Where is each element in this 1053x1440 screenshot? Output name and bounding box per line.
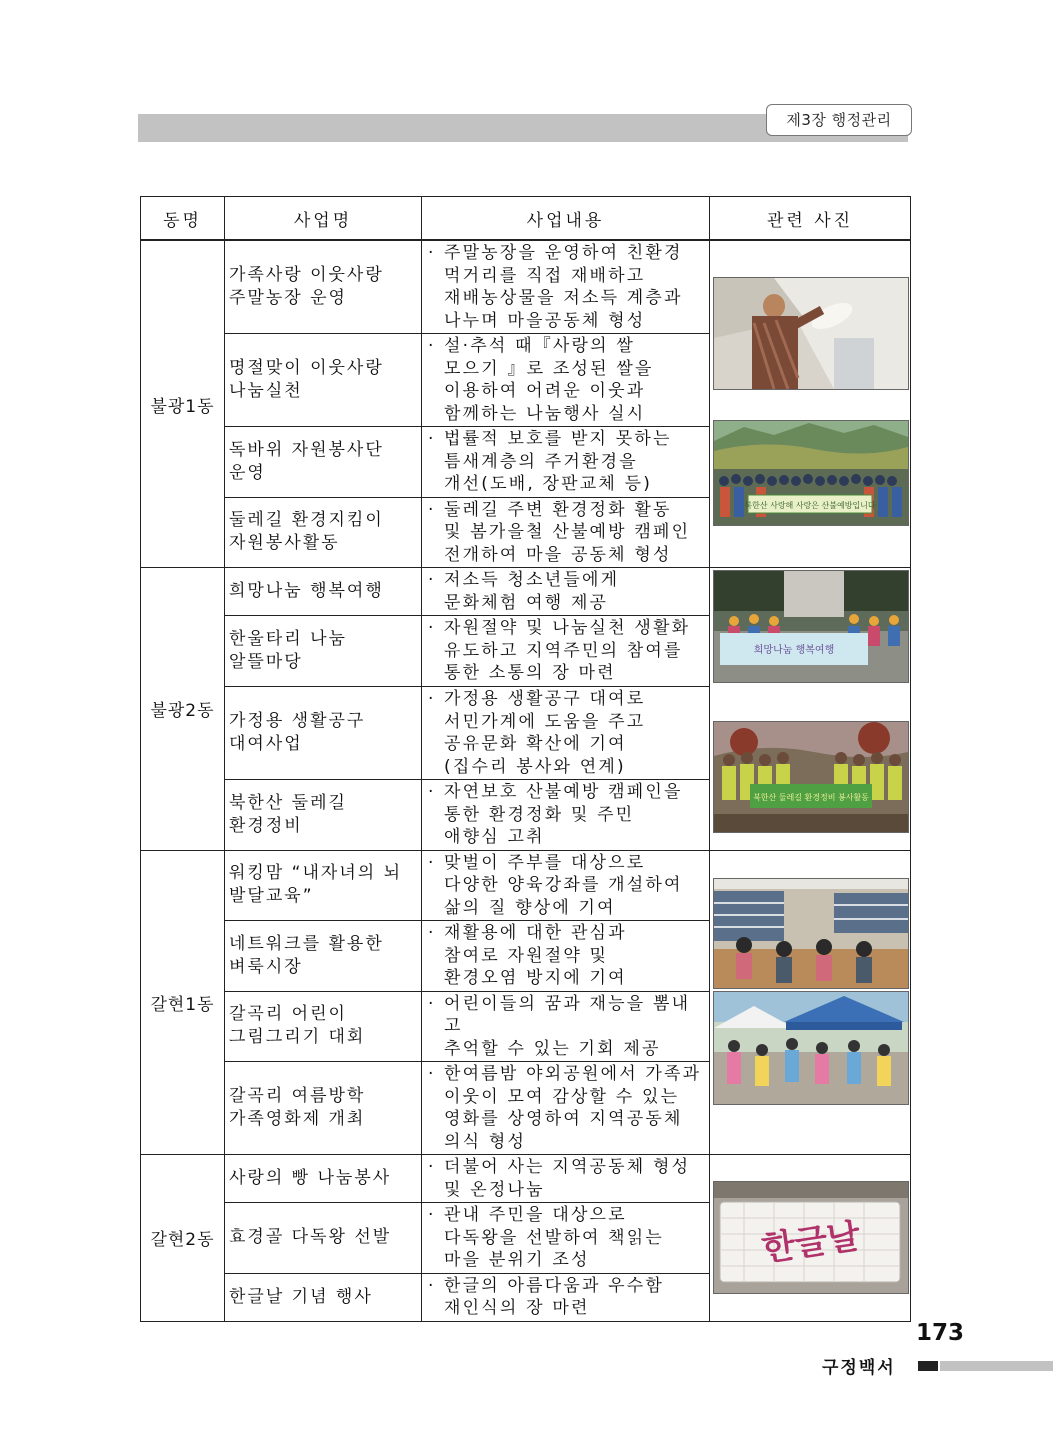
project-cell: 북한산 둘레길 환경정비 (225, 780, 422, 851)
photo-cell (710, 240, 911, 568)
content-cell (422, 616, 710, 687)
content-text: · 법률적 보호를 받지 못하는 틈새계층의 주거환경을 개선(도배, 장판교체 등) (426, 428, 707, 496)
header-photo: 관련 사진 (710, 197, 911, 241)
content-cell (422, 497, 710, 568)
footer-bar-dark (918, 1361, 938, 1371)
table-row (141, 1155, 911, 1203)
photo-banner-text: 북한산 사랑해 사랑은 산불예방입니다 (744, 501, 876, 510)
footer-bar-light (940, 1361, 1053, 1371)
table-row (141, 568, 911, 616)
content-cell (422, 687, 710, 780)
content-text: · 재활용에 대한 관심과 참여로 자원절약 및 환경오염 방지에 기여 (426, 922, 707, 990)
dong-cell: 갈현2동 (141, 1155, 225, 1322)
content-cell (422, 427, 710, 498)
photo-banner-text: 한글날 (759, 1216, 863, 1270)
project-cell: 독바위 자원봉사단 운영 (225, 427, 422, 498)
content-text: · 가정용 생활공구 대여로 서민가계에 도움을 주고 공유문화 확산에 기여 (집수리 봉사와 연계) (426, 688, 707, 778)
content-text: · 한여름밤 야외공원에서 가족과 이웃이 모여 감상할 수 있는 영화를 상영하여 지역공동체 의식 형성 (426, 1063, 707, 1153)
content-cell (422, 921, 710, 992)
content-cell (422, 780, 710, 851)
table-row (141, 240, 911, 334)
content-cell (422, 1062, 710, 1155)
photo-cell (710, 1155, 911, 1322)
dong-cell: 불광2동 (141, 568, 225, 851)
header-dong: 동명 (141, 197, 225, 241)
project-cell: 사랑의 빵 나눔봉사 (225, 1155, 422, 1203)
header-content: 사업내용 (422, 197, 710, 241)
project-cell: 가족사랑 이웃사랑 주말농장 운영 (225, 240, 422, 334)
photo-cell (710, 850, 911, 1155)
content-text: · 자원절약 및 나눔실천 생활화 유도하고 지역주민의 참여를 통한 소통의 장 마련 (426, 617, 707, 685)
photo-group-campaign-bukhansan (713, 420, 909, 526)
photo-hangul-day-books (713, 1181, 909, 1294)
project-cell: 워킹맘 “내자녀의 뇌 발달교육” (225, 850, 422, 921)
project-cell: 갈곡리 어린이 그림그리기 대회 (225, 991, 422, 1062)
page-number: 173 (916, 1320, 965, 1346)
dong-cell: 갈현1동 (141, 850, 225, 1155)
content-cell (422, 568, 710, 616)
header-project: 사업명 (225, 197, 422, 241)
photo-dulegil-campaign-group (713, 721, 909, 833)
content-cell (422, 991, 710, 1062)
photo-youth-trip-group (713, 570, 909, 683)
content-text: · 맞벌이 주부를 대상으로 다양한 양육강좌를 개설하여 삶의 질 향상에 기여 (426, 852, 707, 920)
project-cell: 효경골 다독왕 선발 (225, 1203, 422, 1274)
content-cell (422, 1155, 710, 1203)
project-cell: 한글날 기념 행사 (225, 1273, 422, 1321)
project-cell: 네트워크를 활용한 벼룩시장 (225, 921, 422, 992)
table-header-row (141, 197, 911, 241)
content-text: · 둘레길 주변 환경정화 활동 및 봄가을철 산불예방 캠페인 전개하여 마을 공동체 형성 (426, 499, 707, 567)
project-cell: 한울타리 나눔 알뜰마당 (225, 616, 422, 687)
content-text: · 더불어 사는 지역공동체 형성 및 온정나눔 (426, 1156, 707, 1201)
project-cell: 갈곡리 여름방학 가족영화제 개최 (225, 1062, 422, 1155)
project-cell: 둘레길 환경지킴이 자원봉사활동 (225, 497, 422, 568)
photo-volunteer-wallpapering (713, 277, 909, 390)
table-row (141, 850, 911, 921)
content-cell (422, 1273, 710, 1321)
content-text: · 주말농장을 운영하여 친환경 먹거리를 직접 재배하고 재배농상물을 저소득 계층과 나누며 마을공동체 형성 (426, 242, 707, 332)
photo-drawing-contest-tents (713, 991, 909, 1105)
content-cell (422, 850, 710, 921)
photo-banner-text: 북한산 둘레길 환경정비 봉사활동 (753, 793, 869, 802)
photo-cell (710, 568, 911, 851)
content-text: · 관내 주민을 대상으로 다독왕을 선발하여 책읽는 마을 분위기 조성 (426, 1204, 707, 1272)
photo-banner-text: 희망나눔 행복여행 (753, 645, 835, 656)
photo-parenting-class-library (713, 878, 909, 989)
content-text: · 어린이들의 꿈과 재능을 뽐내고 추억할 수 있는 기회 제공 (426, 993, 707, 1061)
chapter-tab: 제3장 행정관리 (766, 104, 912, 136)
content-cell (422, 334, 710, 427)
content-text: · 자연보호 산불예방 캠페인을 통한 환경정화 및 주민 애향심 고취 (426, 781, 707, 849)
book-title: 구정백서 (822, 1358, 896, 1378)
content-cell (422, 1203, 710, 1274)
content-text: · 설·추석 때『사랑의 쌀 모으기 』로 조성된 쌀을 이용하여 어려운 이웃과 함께하는 나눔행사 실시 (426, 335, 707, 425)
dong-cell: 불광1동 (141, 240, 225, 568)
project-cell: 가정용 생활공구 대여사업 (225, 687, 422, 780)
project-cell: 희망나눔 행복여행 (225, 568, 422, 616)
project-cell: 명절맞이 이웃사랑 나눔실천 (225, 334, 422, 427)
content-text: · 저소득 청소년들에게 문화체험 여행 제공 (426, 569, 707, 614)
project-table (140, 196, 911, 1322)
content-cell (422, 240, 710, 334)
content-text: · 한글의 아름다움과 우수함 재인식의 장 마련 (426, 1275, 707, 1320)
